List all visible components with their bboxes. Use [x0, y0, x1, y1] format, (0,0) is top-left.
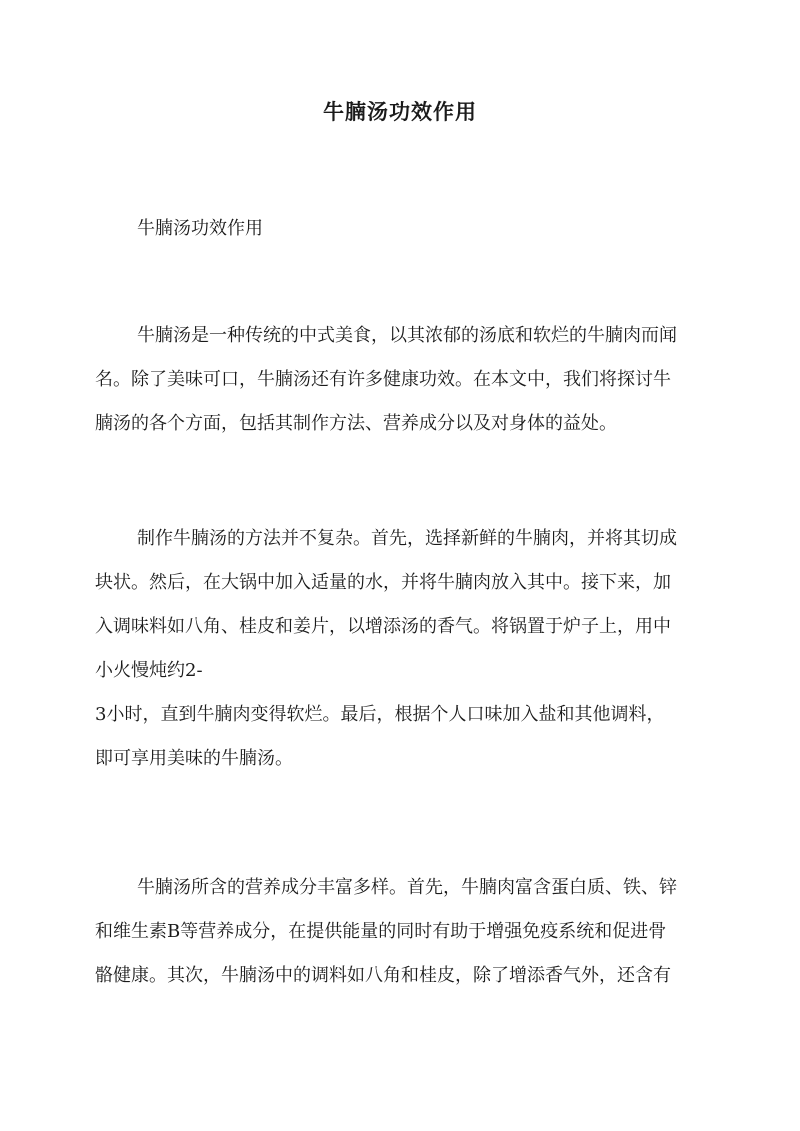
- document-subtitle: 牛腩汤功效作用: [137, 218, 263, 239]
- paragraph-line: 腩汤的各个方面，包括其制作方法、营养成分以及对身体的益处。: [95, 413, 617, 434]
- paragraph-line: 3小时，直到牛腩肉变得软烂。最后，根据个人口味加入盐和其他调料，: [95, 704, 665, 725]
- paragraph-line: 牛腩汤所含的营养成分丰富多样。首先，牛腩肉富含蛋白质、铁、锌: [137, 877, 677, 898]
- paragraph-nutrition: [95, 866, 707, 998]
- paragraph-line: 名。除了美味可口，牛腩汤还有许多健康功效。在本文中，我们将探讨牛: [95, 369, 671, 390]
- paragraph-line: 骼健康。其次，牛腩汤中的调料如八角和桂皮，除了增添香气外，还含有: [95, 965, 671, 986]
- paragraph-preparation: [95, 517, 707, 781]
- paragraph-line: 块状。然后，在大锅中加入适量的水，并将牛腩肉放入其中。接下来，加: [95, 572, 671, 593]
- paragraph-intro: [95, 314, 707, 446]
- paragraph-line: 小火慢炖约2-: [95, 660, 203, 681]
- paragraph-line: 即可享用美味的牛腩汤。: [95, 748, 293, 769]
- paragraph-line: 和维生素B等营养成分，在提供能量的同时有助于增强免疫系统和促进骨: [95, 921, 667, 942]
- document-title: 牛腩汤功效作用: [323, 99, 477, 124]
- paragraph-line: 牛腩汤是一种传统的中式美食，以其浓郁的汤底和软烂的牛腩肉而闻: [137, 325, 677, 346]
- paragraph-line: 制作牛腩汤的方法并不复杂。首先，选择新鲜的牛腩肉，并将其切成: [137, 528, 677, 549]
- paragraph-line: 入调味料如八角、桂皮和姜片，以增添汤的香气。将锅置于炉子上，用中: [95, 616, 671, 637]
